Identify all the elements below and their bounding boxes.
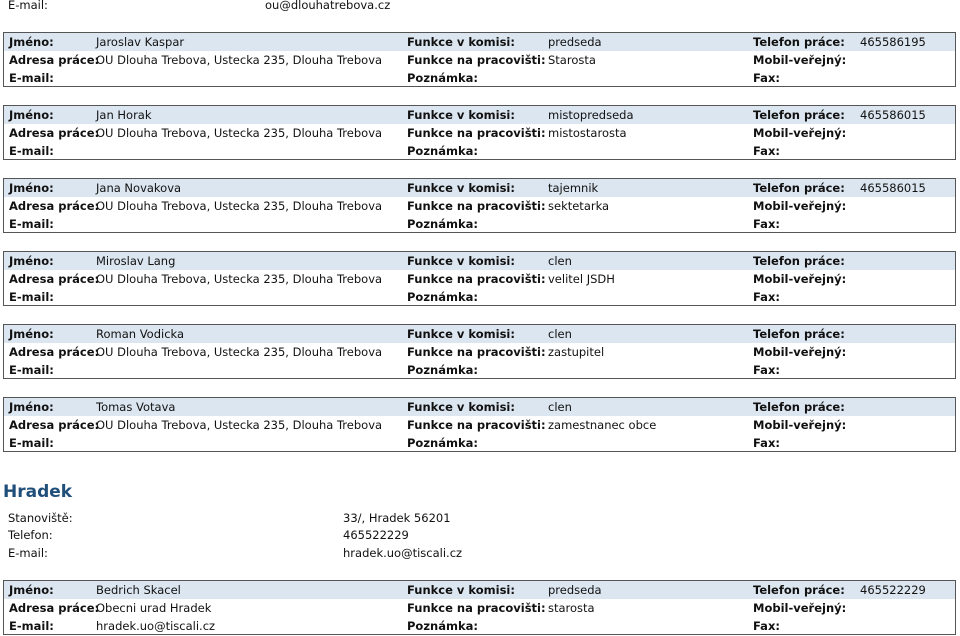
member-row-email bbox=[4, 215, 955, 233]
work-phone: 465586015 bbox=[860, 181, 926, 195]
work-role-label: Funkce na pracovišti: bbox=[407, 601, 546, 615]
work-role: velitel JSDH bbox=[548, 272, 615, 286]
member-row-email bbox=[4, 288, 955, 306]
member-row-name bbox=[4, 252, 955, 270]
member-name: Roman Vodicka bbox=[96, 327, 185, 341]
name-label: Jméno: bbox=[9, 400, 54, 414]
fax-label: Fax: bbox=[753, 217, 780, 231]
mobile-label: Mobil-veřejný: bbox=[753, 345, 847, 359]
mobile-label: Mobil-veřejný: bbox=[753, 53, 847, 67]
name-label: Jméno: bbox=[9, 181, 54, 195]
name-label: Jméno: bbox=[9, 108, 54, 122]
email-label: E-mail: bbox=[9, 290, 54, 304]
commission-role: predseda bbox=[548, 583, 602, 597]
work-role: starosta bbox=[548, 601, 595, 615]
commission-role: clen bbox=[548, 400, 572, 414]
email-label: E-mail: bbox=[9, 144, 54, 158]
member-card bbox=[3, 580, 956, 635]
telefon-value: 465522229 bbox=[343, 528, 409, 542]
member-card bbox=[3, 32, 956, 87]
email-value[interactable]: hradek.uo@tiscali.cz bbox=[343, 546, 463, 560]
commission-role: predseda bbox=[548, 35, 602, 49]
work-role: mistostarosta bbox=[548, 126, 627, 140]
work-role-label: Funkce na pracovišti: bbox=[407, 345, 546, 359]
mobile-label: Mobil-veřejný: bbox=[753, 601, 847, 615]
member-row-name bbox=[4, 33, 955, 51]
commission-role-label: Funkce v komisi: bbox=[407, 108, 515, 122]
mobile-label: Mobil-veřejný: bbox=[753, 199, 847, 213]
work-role: zamestnanec obce bbox=[548, 418, 657, 432]
commission-role-label: Funkce v komisi: bbox=[407, 181, 515, 195]
fax-label: Fax: bbox=[753, 363, 780, 377]
member-row-email bbox=[4, 434, 955, 452]
member-email[interactable]: hradek.uo@tiscali.cz bbox=[96, 619, 216, 633]
member-row-name bbox=[4, 325, 955, 343]
email-label: E-mail: bbox=[9, 71, 54, 85]
member-card bbox=[3, 105, 956, 160]
email-label: E-mail: bbox=[8, 0, 48, 12]
note-label: Poznámka: bbox=[407, 144, 478, 158]
work-address: OU Dlouha Trebova, Ustecka 235, Dlouha Trebova bbox=[96, 53, 383, 67]
work-role: Starosta bbox=[548, 53, 596, 67]
work-phone: 465586195 bbox=[860, 35, 926, 49]
note-label: Poznámka: bbox=[407, 290, 478, 304]
address-label: Adresa práce: bbox=[9, 272, 100, 286]
email-label: E-mail: bbox=[9, 217, 54, 231]
work-phone-label: Telefon práce: bbox=[753, 108, 845, 122]
mobile-label: Mobil-veřejný: bbox=[753, 418, 847, 432]
member-row-name bbox=[4, 398, 955, 416]
note-label: Poznámka: bbox=[407, 619, 478, 633]
member-name: Tomas Votava bbox=[96, 400, 176, 414]
work-phone-label: Telefon práce: bbox=[753, 583, 845, 597]
work-phone-label: Telefon práce: bbox=[753, 35, 845, 49]
member-row-address bbox=[4, 599, 955, 617]
member-card bbox=[3, 251, 956, 306]
member-name: Miroslav Lang bbox=[96, 254, 176, 268]
work-address: OU Dlouha Trebova, Ustecka 235, Dlouha Trebova bbox=[96, 272, 383, 286]
fax-label: Fax: bbox=[753, 436, 780, 450]
work-phone-label: Telefon práce: bbox=[753, 181, 845, 195]
member-card bbox=[3, 397, 956, 452]
work-address: OU Dlouha Trebova, Ustecka 235, Dlouha Trebova bbox=[96, 199, 383, 213]
commission-role: tajemnik bbox=[548, 181, 599, 195]
email-label: E-mail: bbox=[9, 363, 54, 377]
commission-role-label: Funkce v komisi: bbox=[407, 583, 515, 597]
work-address: OU Dlouha Trebova, Ustecka 235, Dlouha Trebova bbox=[96, 418, 383, 432]
stanoviste-label: Stanoviště: bbox=[8, 511, 73, 525]
member-row-address bbox=[4, 270, 955, 288]
note-label: Poznámka: bbox=[407, 436, 478, 450]
address-label: Adresa práce: bbox=[9, 601, 100, 615]
member-row-address bbox=[4, 343, 955, 361]
member-row-address bbox=[4, 124, 955, 142]
member-name: Bedrich Skacel bbox=[96, 583, 181, 597]
commission-role: mistopredseda bbox=[548, 108, 634, 122]
member-row-address bbox=[4, 197, 955, 215]
member-card bbox=[3, 324, 956, 379]
work-role: zastupitel bbox=[548, 345, 605, 359]
member-row-email bbox=[4, 69, 955, 87]
member-row-email bbox=[4, 361, 955, 379]
member-name: Jan Horak bbox=[96, 108, 152, 122]
address-label: Adresa práce: bbox=[9, 418, 100, 432]
address-label: Adresa práce: bbox=[9, 126, 100, 140]
work-phone: 465586015 bbox=[860, 108, 926, 122]
address-label: Adresa práce: bbox=[9, 199, 100, 213]
stanoviste-value: 33/, Hradek 56201 bbox=[343, 511, 451, 525]
member-row-address bbox=[4, 416, 955, 434]
member-name: Jaroslav Kaspar bbox=[96, 35, 185, 49]
section-title-hradek: Hradek bbox=[3, 482, 73, 502]
note-label: Poznámka: bbox=[407, 363, 478, 377]
name-label: Jméno: bbox=[9, 327, 54, 341]
email-label: E-mail: bbox=[8, 546, 48, 560]
member-row-address bbox=[4, 51, 955, 69]
work-role-label: Funkce na pracovišti: bbox=[407, 199, 546, 213]
email-label: E-mail: bbox=[9, 619, 54, 633]
name-label: Jméno: bbox=[9, 254, 54, 268]
email-label: E-mail: bbox=[9, 436, 54, 450]
telefon-label: Telefon: bbox=[8, 528, 53, 542]
commission-role-label: Funkce v komisi: bbox=[407, 254, 515, 268]
member-row-name bbox=[4, 581, 955, 599]
name-label: Jméno: bbox=[9, 583, 54, 597]
member-row-name bbox=[4, 106, 955, 124]
work-phone-label: Telefon práce: bbox=[753, 254, 845, 268]
fax-label: Fax: bbox=[753, 144, 780, 158]
work-address: OU Dlouha Trebova, Ustecka 235, Dlouha Trebova bbox=[96, 126, 383, 140]
work-role: sektetarka bbox=[548, 199, 610, 213]
work-phone: 465522229 bbox=[860, 583, 926, 597]
name-label: Jméno: bbox=[9, 35, 54, 49]
address-label: Adresa práce: bbox=[9, 345, 100, 359]
fax-label: Fax: bbox=[753, 290, 780, 304]
commission-role: clen bbox=[548, 327, 572, 341]
commission-role-label: Funkce v komisi: bbox=[407, 400, 515, 414]
email-value[interactable]: ou@dlouhatrebova.cz bbox=[265, 0, 391, 12]
work-address: OU Dlouha Trebova, Ustecka 235, Dlouha Trebova bbox=[96, 345, 383, 359]
work-phone-label: Telefon práce: bbox=[753, 400, 845, 414]
commission-role-label: Funkce v komisi: bbox=[407, 327, 515, 341]
note-label: Poznámka: bbox=[407, 217, 478, 231]
member-row-email bbox=[4, 617, 955, 635]
member-row-email bbox=[4, 142, 955, 160]
work-role-label: Funkce na pracovišti: bbox=[407, 418, 546, 432]
mobile-label: Mobil-veřejný: bbox=[753, 272, 847, 286]
address-label: Adresa práce: bbox=[9, 53, 100, 67]
member-row-name bbox=[4, 179, 955, 197]
member-name: Jana Novakova bbox=[96, 181, 182, 195]
fax-label: Fax: bbox=[753, 619, 780, 633]
commission-role-label: Funkce v komisi: bbox=[407, 35, 515, 49]
mobile-label: Mobil-veřejný: bbox=[753, 126, 847, 140]
commission-role: clen bbox=[548, 254, 572, 268]
work-role-label: Funkce na pracovišti: bbox=[407, 53, 546, 67]
member-card bbox=[3, 178, 956, 233]
work-role-label: Funkce na pracovišti: bbox=[407, 272, 546, 286]
work-address: Obecni urad Hradek bbox=[96, 601, 212, 615]
note-label: Poznámka: bbox=[407, 71, 478, 85]
fax-label: Fax: bbox=[753, 71, 780, 85]
work-phone-label: Telefon práce: bbox=[753, 327, 845, 341]
work-role-label: Funkce na pracovišti: bbox=[407, 126, 546, 140]
